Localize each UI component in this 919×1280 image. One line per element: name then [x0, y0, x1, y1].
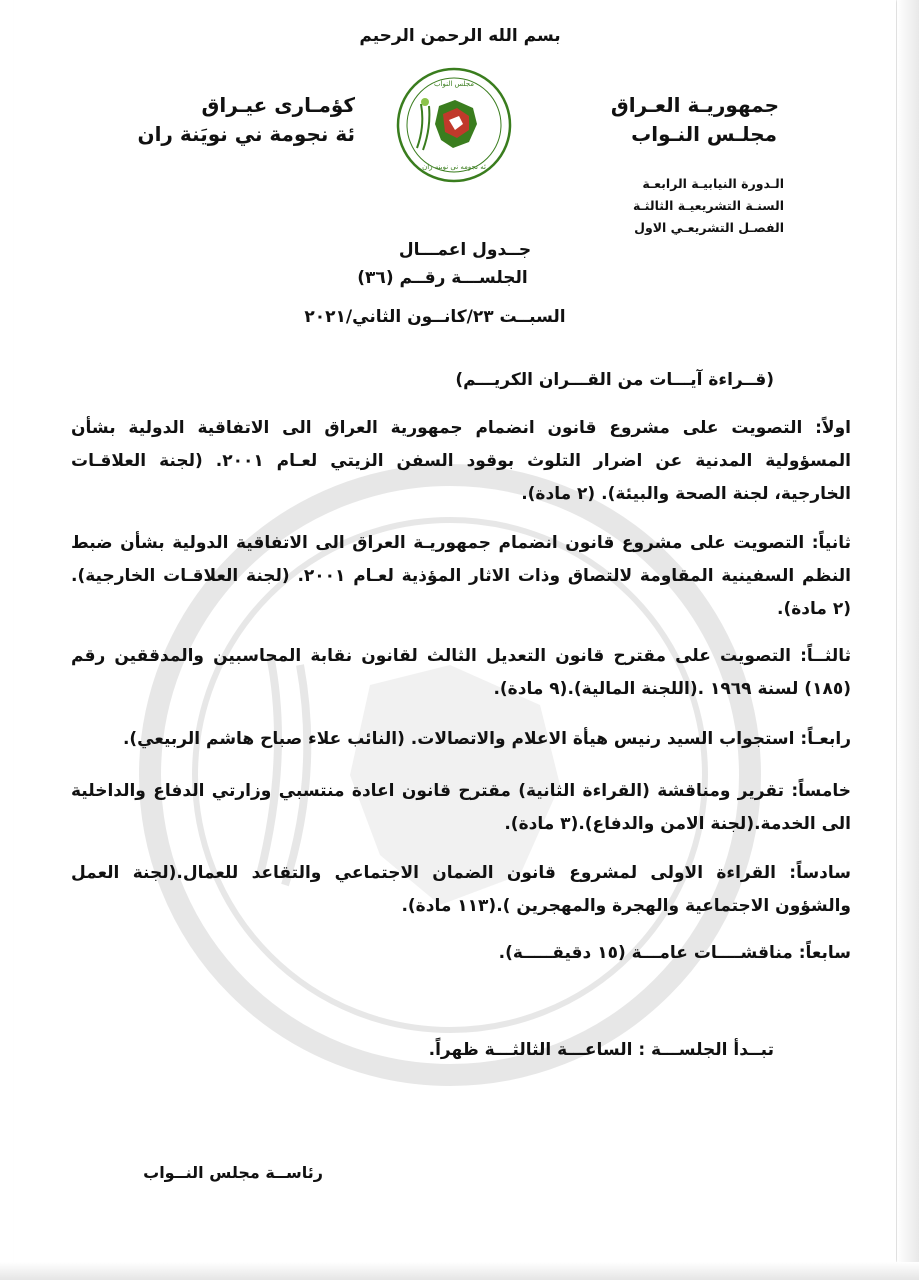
parliamentary-term: الـدورة النيابيـة الرابعـة	[642, 176, 784, 191]
agenda-item-text: التصويت على مشروع قانون انضمام جمهورية العراق الى الاتفاقية الدولية بشأن المسؤولية المدنية عن اضرار التلوث بوقود السفن الزيتي لعـام ٢٠٠١. (لجنة العلاقـات الخارجية، لجنة الصحة والبيئة). (٢ مادة).	[71, 418, 852, 504]
agenda-item	[71, 937, 851, 970]
agenda-item	[71, 527, 851, 626]
agenda-item-label: اولاً:	[815, 418, 851, 438]
legislative-session: الفصـل التشريعـي الاول	[634, 220, 784, 235]
svg-text:مجلس النواب: مجلس النواب	[433, 80, 475, 88]
agenda-item	[71, 412, 851, 511]
svg-text:ئه نجومه نى نوينه ران: ئه نجومه نى نوينه ران	[422, 163, 486, 171]
agenda-item	[71, 775, 851, 841]
page-bottom-shadow	[0, 1262, 919, 1280]
council-of-representatives-kurdish: ئة نجومة ني نويَنة ران	[137, 122, 355, 146]
page-edge-shadow	[897, 0, 919, 1280]
agenda-item-text: القراءة الاولى لمشروع قانون الضمان الاجتماعي والتقاعد للعمال.(لجنة العمل والشؤون الاجتماعية والهجرة والمهجرين ).(١١٣ مادة).	[71, 863, 851, 916]
agenda-item-label: ثانياً:	[811, 533, 851, 553]
agenda-item-text: استجواب السيد رنيس هيأة الاعلام والاتصالات. (النائب علاء صباح هاشم الربيعي).	[122, 729, 795, 749]
agenda-item-text: التصويت على مقترح قانون التعديل الثالث لقانون نقابة المحاسبين والمدققين رقم (١٨٥) لسنة ١٩٦٩ .(اللجنة المالية).(٩ مادة).	[71, 646, 851, 699]
agenda-item	[71, 640, 851, 706]
session-date: السبــت ٢٣/كانــون الثاني/٢٠٢١	[304, 307, 566, 327]
parliament-logo	[395, 66, 513, 184]
agenda-item-label: خامساً:	[791, 781, 851, 801]
agenda-item	[71, 723, 851, 756]
agenda-item-text: التصويت على مشروع قانون انضمام جمهوريـة العراق الى الاتفاقية الدولية بشأن ضبط النظم السفينية المقاومة لالتصاق وذات الاثار المؤذية لعـام ٢٠٠١. (لجنة العلاقـات الخارجية). (٢ مادة).	[71, 533, 851, 619]
agenda-item-label: ثالثــاً:	[800, 646, 851, 666]
session-number: الجلســـة رقــم (٣٦)	[357, 268, 528, 288]
republic-of-iraq-kurdish: كؤمـارى عيـراق	[201, 93, 355, 117]
basmala: بسم الله الرحمن الرحيم	[359, 26, 561, 46]
quran-reading: (قــراءة آيـــات من القـــران الكريـــم)	[455, 370, 774, 390]
council-of-representatives-arabic: مجلـس النـواب	[631, 122, 777, 146]
agenda-title: جــدول اعمـــال	[398, 240, 532, 260]
agenda-item	[71, 857, 851, 923]
agenda-item-text: تقرير ومناقشة (القراءة الثانية) مقترح قانون اعادة منتسبي وزارتي الدفاع والداخلية الى الخدمة.(لجنة الامن والدفاع).(٣ مادة).	[71, 781, 851, 834]
agenda-item-label: سابعاً:	[798, 943, 851, 963]
session-start-time: تبــدأ الجلســـة : الساعـــة الثالثـــة ظهراً.	[428, 1040, 774, 1060]
republic-of-iraq-arabic: جمهوريـة العـراق	[610, 93, 779, 117]
legislative-year: السنـة التشريعيـة الثالثـة	[632, 198, 784, 213]
presidency-signature: رئاســة مجلس النــواب	[143, 1163, 323, 1182]
agenda-item-label: سادساً:	[789, 863, 851, 883]
agenda-item-label: رابعـاً:	[800, 729, 851, 749]
agenda-item-text: مناقشــــات عامـــة (١٥ دقيقـــــة).	[498, 943, 793, 963]
